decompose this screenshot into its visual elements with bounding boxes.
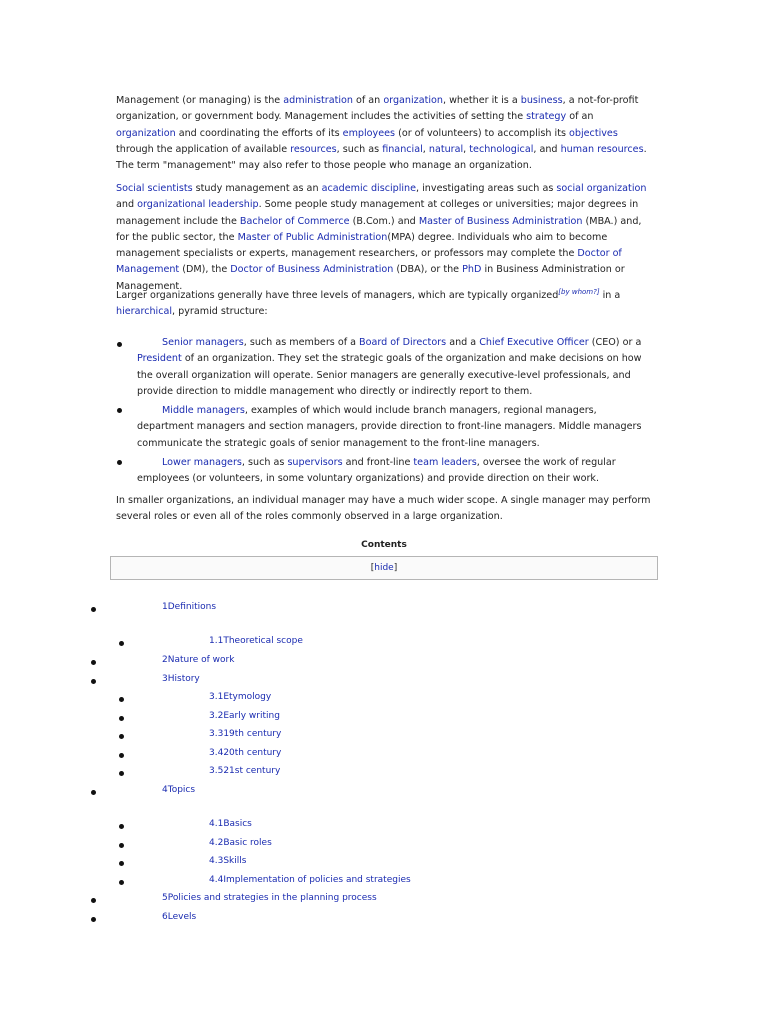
inline-link[interactable]: Doctor of Management [116,248,622,276]
toc-label: 19th century [223,729,282,739]
intro-paragraph-3 [116,284,656,321]
toc-number: 4.1 [209,819,224,829]
text-run: , such as [336,143,383,155]
toc-number: 3.2 [209,711,224,721]
toc-item-implementation-of-policies-and-strategies[interactable] [209,874,411,886]
toc-number: 4.4 [209,875,224,885]
inline-link[interactable]: hierarchical [116,306,173,318]
toc-label: Nature of work [167,655,235,665]
toc-number: 3.1 [209,692,224,702]
inline-link[interactable]: social organization [556,183,647,194]
inline-link[interactable]: financial [382,143,423,155]
toc-number: 4 [162,785,168,795]
inline-link[interactable]: PhD [462,264,482,276]
toc-label: Topics [167,785,196,795]
toc-hide-link[interactable]: hide [374,563,394,573]
toc-hide-open: [ [370,563,375,573]
toc-label: Early writing [223,711,280,721]
inline-link[interactable]: strategy [526,111,567,123]
toc-number: 3.3 [209,729,224,739]
text-run: , such as members of a [243,337,360,348]
text-run: and coordinating the efforts of its [175,127,343,139]
toc-number: 2 [162,655,168,665]
inline-link[interactable]: natural [428,143,464,155]
toc-item-topics[interactable] [162,784,195,796]
inline-link[interactable]: organizational leadership [137,199,259,211]
inline-link[interactable]: human resources [560,143,644,155]
toc-bullet [119,880,124,885]
inline-link[interactable]: Bachelor of Commerce [239,215,350,227]
toc-item-21st-century[interactable] [209,765,280,777]
text-run: , whether it is a [442,95,521,106]
toc-number: 3.4 [209,748,224,758]
toc-item-early-writing[interactable] [209,710,280,722]
text-run: , and [533,143,561,155]
toc-bullet [119,771,124,776]
toc-label: History [167,674,200,684]
text-run: , [422,143,429,155]
text-run: Larger organizations generally have three levels of managers, which are typically organized [116,290,559,302]
text-run: , pyramid structure: [172,306,268,318]
inline-link[interactable]: administration [283,95,353,106]
toc-item-etymology[interactable] [209,691,271,703]
toc-bullet [91,660,96,665]
text-run: Management (or managing) is the [116,95,284,106]
text-run: (MPA) degree. Individuals who aim to become management specialists or experts, management researchers, or professors may complete the [116,231,608,260]
toc-label: Definitions [167,602,217,612]
toc-bullet [119,641,124,646]
inline-link[interactable]: objectives [569,127,618,139]
toc-label: Policies and strategies in the planning process [167,893,377,903]
inline-link[interactable]: Lower managers [162,457,242,468]
text-run: , oversee the work of regular employees (or volunteers, in some voluntary organizations) and provide direction on their work. [137,457,616,485]
text-run: and [116,199,138,211]
toc-label: Skills [223,856,247,866]
inline-link[interactable]: Senior managers [162,337,244,348]
toc-item-skills[interactable] [209,855,246,867]
text-run: , [463,143,470,155]
inline-link[interactable]: Doctor of Business Administration [230,264,394,276]
toc-number: 5 [162,893,168,903]
toc-bullet [119,697,124,702]
bullet [117,460,122,465]
text-run: in Business Administration or Management. [116,264,625,292]
toc-bullet [119,716,124,721]
inline-link[interactable]: Master of Business Administration [418,215,583,227]
list-item-middle-managers [137,403,652,452]
inline-link[interactable]: supervisors [287,457,343,468]
toc-item-19th-century[interactable] [209,728,281,740]
text-run: of an organization. They set the strategic goals of the organization and make decisions on how the overall organization will operate. Senior managers are generally executive-level professionals, and provide direction to middle management who directly or indirectly report to them. [137,353,642,397]
toc-number: 3 [162,674,168,684]
text-run: , examples of which would include branch managers, regional managers, department managers and section managers, provide direction to front-line managers. Middle managers communicate the strategic goals of senior management to the front-line managers. [137,405,642,449]
citation-needed[interactable]: [by whom?] [558,288,600,296]
toc-label: Basics [223,819,252,829]
inline-link[interactable]: employees [342,127,396,139]
text-run: (DM), the [179,264,231,276]
text-run: (MBA.) and, for the public sector, the [116,215,642,243]
text-run: through the application of available [116,143,291,155]
toc-label: Levels [167,912,197,922]
text-run: , a not-for-profit organization, or government body. Management includes the activities of setting the [116,95,639,123]
toc-number: 4.3 [209,856,224,866]
paragraph-smaller-organizations: In smaller organizations, an individual manager may have a much wider scope. A single manager may perform several roles or even all of the roles commonly observed in a large organization. [116,495,651,523]
toc-item-levels[interactable] [162,911,196,923]
inline-link[interactable]: organization [383,95,443,106]
toc-item-nature-of-work[interactable] [162,654,234,666]
text-run: of an [352,95,384,106]
inline-link[interactable]: resources [290,143,337,155]
toc-label: Etymology [223,692,272,702]
toc-number: 6 [162,912,168,922]
text-run: , investigating areas such as [416,183,557,194]
text-run: . Some people study management at colleges or universities; major degrees in management include the [116,199,639,227]
toc-item-policies-and-strategies-in-the-planning-process[interactable] [162,892,377,904]
text-run: study management as an [192,183,322,194]
text-run: . The term "management" may also refer to those people who manage an organization. [116,143,647,172]
toc-bullet [119,734,124,739]
inline-link[interactable]: technological [469,143,534,155]
inline-link[interactable]: Chief Executive Officer [479,337,589,348]
toc-bullet [119,824,124,829]
toc-label: Implementation of policies and strategies [223,875,411,885]
text-run: (B.Com.) and [349,215,419,227]
toc-bullet [91,790,96,795]
text-run: and a [446,337,480,348]
inline-link[interactable]: Board of Directors [359,337,447,348]
toc-bullet [91,898,96,903]
intro-paragraph-2 [116,181,656,295]
bullet [117,408,122,413]
inline-link[interactable]: Middle managers [162,405,245,416]
toc-item-20th-century[interactable] [209,747,281,759]
text-run: and front-line [342,457,414,468]
toc-label: 21st century [223,766,281,776]
toc-label: Basic roles [223,838,272,848]
toc-bullet [119,843,124,848]
text-run: in a [599,290,621,302]
toc-item-basic-roles[interactable] [209,837,272,849]
toc-bullet [119,861,124,866]
inline-link[interactable]: Master of Public Administration [237,231,388,243]
toc-box [110,556,658,580]
toc-number: 1 [162,602,168,612]
text-run: (or of volunteers) to accomplish its [395,127,570,139]
inline-link[interactable]: organization [116,127,176,139]
inline-link[interactable]: Social scientists [116,183,193,194]
toc-label: Theoretical scope [223,636,303,646]
inline-link[interactable]: business [520,95,563,106]
toc-item-history[interactable] [162,673,200,685]
text-run: , such as [241,457,288,468]
inline-link[interactable]: academic discipline [321,183,417,194]
toc-bullet [91,607,96,612]
toc-number: 4.2 [209,838,224,848]
inline-link[interactable]: team leaders [413,457,477,468]
toc-title: Contents [361,540,407,550]
text-run: (DBA), or the [393,264,463,276]
toc-number: 1.1 [209,636,224,646]
toc-label: 20th century [223,748,282,758]
toc-item-basics[interactable] [209,818,252,830]
list-item-lower-managers [137,455,652,488]
list-item-senior-managers [137,335,652,400]
toc-bullet [119,753,124,758]
bullet [117,342,122,347]
inline-link[interactable]: President [137,353,182,365]
toc-item-definitions[interactable] [162,601,216,613]
intro-paragraph-1 [116,93,656,174]
toc-item-theoretical-scope[interactable] [209,635,303,647]
toc-hide-close: ] [393,563,398,573]
toc-bullet [91,679,96,684]
text-run: of an [566,111,594,123]
toc-bullet [91,917,96,922]
text-run: (CEO) or a [588,337,642,348]
toc-number: 3.5 [209,766,224,776]
